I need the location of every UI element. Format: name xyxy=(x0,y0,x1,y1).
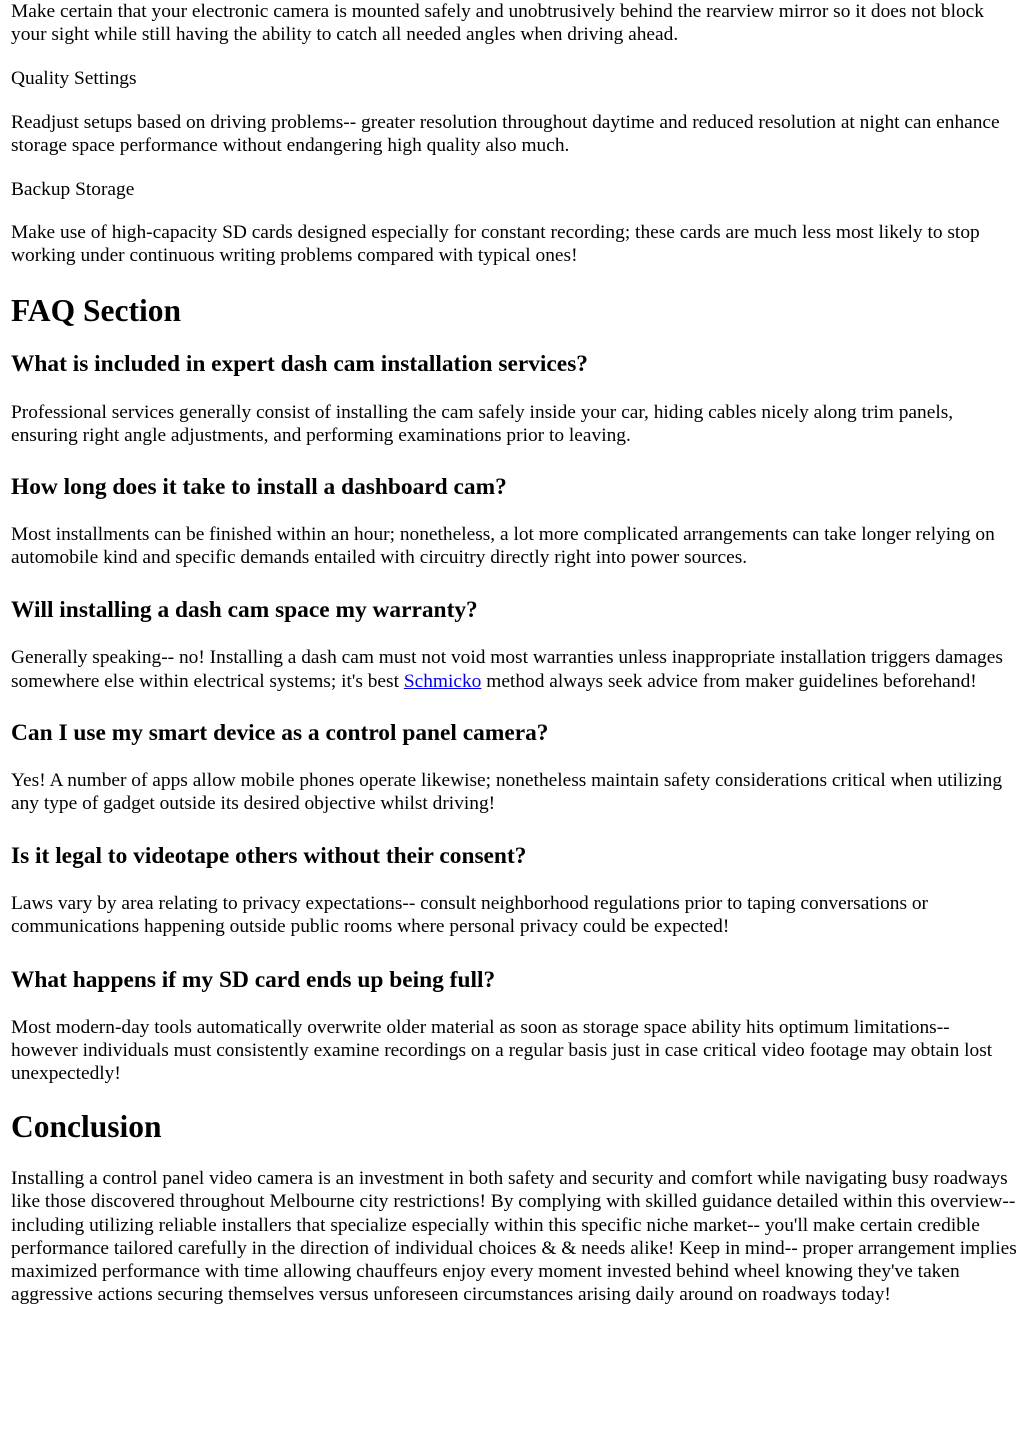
faq-answer-6: Most modern-day tools automatically overwrite older material as soon as storage space ability hits optimum limitations-- however individuals must consistently examine recordings on a regular basis just in case critical video footage may obtain lost unexpectedly! xyxy=(11,1016,993,1085)
faq-question-3: Will installing a dash cam space my warranty? xyxy=(11,597,478,624)
faq-answer-3 xyxy=(11,646,1021,692)
faq-answer-1: Professional services generally consist of installing the cam safely inside your car, hiding cables nicely along trim panels, ensuring right angle adjustments, and performing examinations prior to leaving. xyxy=(11,401,954,446)
schmicko-link[interactable]: Schmicko xyxy=(403,670,482,692)
faq-answer-5: Laws vary by area relating to privacy expectations-- consult neighborhood regulations prior to taping conversations or communications happening outside public rooms where personal privacy could be expected! xyxy=(11,893,929,938)
faq-question-4: Can I use my smart device as a control panel camera? xyxy=(11,719,549,746)
faq-question-2: How long does it take to install a dashboard cam? xyxy=(11,474,507,501)
faq-answer-3-text-after: method always seek advice from maker guidelines beforehand! xyxy=(481,670,977,692)
conclusion-text: Installing a control panel video camera is an investment in both safety and security and comfort while navigating busy roadways like those discovered throughout Melbourne city restrictions! By complying with skilled guidance detailed within this overview-- including utilizing reliable installers that specialize especially within this specific niche market-- you'll make certain credible performance tailored carefully in the direction of individual choices & & needs alike! Keep in mind-- proper arrangement implies maximized performance with time allowing chauffeurs enjoy every moment invested behind wheel knowing they've taken aggressive actions securing themselves versus unforeseen circumstances arising daily around on roadways today! xyxy=(11,1168,1017,1306)
faq-answer-3-text-before: Generally speaking-- no! Installing a dash cam must not void most warranties unless inappropriate installation triggers damages somewhere else within electrical systems; it's best xyxy=(11,647,1003,692)
faq-section-title: FAQ Section xyxy=(11,292,182,328)
intro-paragraph: Make certain that your electronic camera is mounted safely and unobtrusively behind the rearview mirror so it does not block your sight while still having the ability to catch all needed angles when driving ahead. xyxy=(11,1,984,46)
faq-question-5: Is it legal to videotape others without their consent? xyxy=(11,843,527,870)
faq-answer-2: Most installments can be finished within an hour; nonetheless, a lot more complicated arrangements can take longer relying on automobile kind and specific demands entailed with circuitry directly right into power sources. xyxy=(11,524,995,569)
quality-settings-heading: Quality Settings xyxy=(11,67,137,89)
backup-storage-heading: Backup Storage xyxy=(11,178,135,200)
faq-question-1: What is included in expert dash cam installation services? xyxy=(11,350,588,377)
quality-settings-text: Readjust setups based on driving problems-- greater resolution throughout daytime and reduced resolution at night can enhance storage space performance without endangering high quality also much. xyxy=(11,111,1000,156)
faq-answer-4: Yes! A number of apps allow mobile phones operate likewise; nonetheless maintain safety considerations critical when utilizing any type of gadget outside its desired objective whilst driving! xyxy=(11,769,1003,815)
backup-storage-text: Make use of high-capacity SD cards designed especially for constant recording; these cards are much less most likely to stop working under continuous writing problems compared with typical ones! xyxy=(11,222,980,267)
faq-question-6: What happens if my SD card ends up being full? xyxy=(11,966,496,993)
conclusion-title: Conclusion xyxy=(11,1109,162,1145)
